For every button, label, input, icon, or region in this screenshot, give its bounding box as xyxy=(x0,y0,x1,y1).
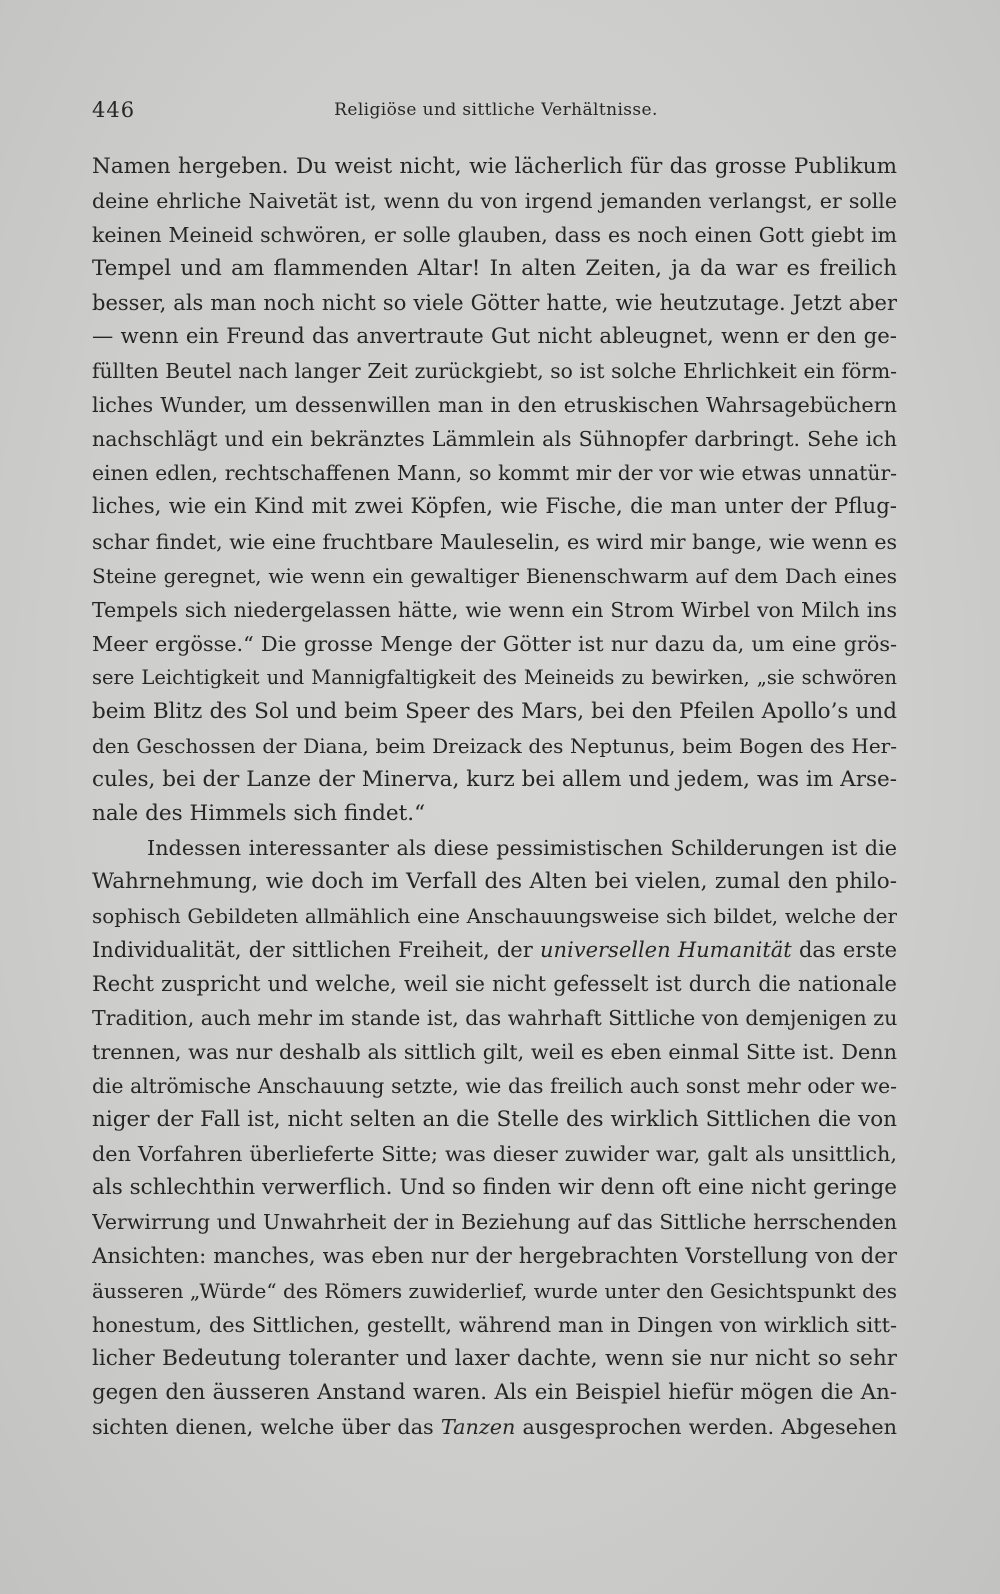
paragraph-start-line: Indessen interessanter als diese pessimistischen Schilderungen ist die xyxy=(147,835,897,860)
text-line: nale des Himmels sich findet.“ xyxy=(92,800,426,826)
emphasis-text: Tanzen xyxy=(440,1414,516,1439)
line-text: Individualität, der sittlichen Freiheit, der xyxy=(92,938,540,963)
text-line: Steine geregnet, wie wenn ein gewaltiger Bienenschwarm auf dem Dach eines xyxy=(92,563,897,588)
text-line: liches Wunder, um dessenwillen man in den etruskischen Wahrsagebüchern xyxy=(92,393,897,418)
page-header xyxy=(92,98,900,132)
body-text xyxy=(92,150,897,1444)
text-line: keinen Meineid schwören, er solle glauben, dass es noch einen Gott giebt im xyxy=(92,223,897,248)
text-line xyxy=(92,1410,897,1444)
text-line: Recht zuspricht und welche, weil sie nicht gefesselt ist durch die nationale xyxy=(92,972,897,997)
text-line: schar findet, wie eine fruchtbare Mauleselin, es wird mir bange, wie wenn es xyxy=(92,529,897,554)
text-line: licher Bedeutung toleranter und laxer dachte, wenn sie nur nicht so sehr xyxy=(92,1345,897,1371)
text-line: Ansichten: manches, was eben nur der hergebrachten Vorstellung von der xyxy=(92,1243,897,1269)
text-line: — wenn ein Freund das anvertraute Gut nicht ableugnet, wenn er den ge- xyxy=(92,324,897,350)
text-line: die altrömische Anschauung setzte, wie das freilich auch sonst mehr oder we- xyxy=(92,1074,897,1099)
text-line: Verwirrung und Unwahrheit der in Beziehung auf das Sittliche herrschenden xyxy=(92,1210,897,1235)
emphasis-text: universellen Humanität xyxy=(539,938,792,963)
text-line: äusseren „Würde“ des Römers zuwiderlief, wurde unter den Gesichtspunkt des xyxy=(92,1278,897,1303)
text-line: honestum, des Sittlichen, gestellt, während man in Dingen von wirklich sitt- xyxy=(92,1312,897,1337)
text-line: den Geschossen der Diana, beim Dreizack des Neptunus, beim Bogen des Her- xyxy=(92,733,897,758)
text-line: trennen, was nur deshalb als sittlich gilt, weil es eben einmal Sitte ist. Denn xyxy=(92,1040,897,1065)
text-line: Tradition, auch mehr im stande ist, das wahrhaft Sittliche von demjenigen zu xyxy=(92,1006,897,1031)
line-text: ausgesprochen werden. Abgesehen xyxy=(515,1414,897,1439)
text-line: besser, als man noch nicht so viele Götter hatte, wie heutzutage. Jetzt aber xyxy=(92,291,897,316)
text-line: cules, bei der Lanze der Minerva, kurz bei allem und jedem, was im Arse- xyxy=(92,766,897,792)
text-line: deine ehrliche Naivetät ist, wenn du von irgend jemanden verlangst, er solle xyxy=(92,189,897,214)
text-line: beim Blitz des Sol und beim Speer des Mars, bei den Pfeilen Apollo’s und xyxy=(92,698,897,724)
text-line: sophisch Gebildeten allmählich eine Anschauungsweise sich bildet, welche der xyxy=(92,904,897,929)
text-line: den Vorfahren überlieferte Sitte; was dieser zuwider war, galt als unsittlich, xyxy=(92,1142,897,1167)
text-line: als schlechthin verwerflich. Und so finden wir denn oft eine nicht geringe xyxy=(92,1175,897,1201)
text-line: Namen hergeben. Du weist nicht, wie lächerlich für das grosse Publikum xyxy=(92,154,897,179)
text-line xyxy=(92,933,897,967)
text-line: Wahrnehmung, wie doch im Verfall des Alten bei vielen, zumal den philo- xyxy=(92,868,897,894)
line-text: das erste xyxy=(791,938,897,963)
text-line: gegen den äusseren Anstand waren. Als ein Beispiel hiefür mögen die An- xyxy=(92,1379,897,1405)
text-line: Tempel und am flammenden Altar! In alten Zeiten, ja da war es freilich xyxy=(92,256,897,282)
text-line: sere Leichtigkeit und Mannigfaltigkeit des Meineids zu bewirken, „sie schwören xyxy=(92,665,897,689)
text-line: füllten Beutel nach langer Zeit zurückgiebt, so ist solche Ehrlichkeit ein förm- xyxy=(92,359,897,384)
page-number: 446 xyxy=(92,98,136,122)
text-line: einen edlen, rechtschaffenen Mann, so kommt mir der vor wie etwas unnatür- xyxy=(92,461,897,486)
line-text: sichten dienen, welche über das xyxy=(92,1414,441,1439)
running-title: Religiöse und sittliche Verhältnisse. xyxy=(334,100,658,120)
text-line: nachschlägt und ein bekränztes Lämmlein als Sühnopfer darbringt. Sehe ich xyxy=(92,427,897,452)
text-line: niger der Fall ist, nicht selten an die Stelle des wirklich Sittlichen die von xyxy=(92,1107,897,1133)
text-line: Meer ergösse.“ Die grosse Menge der Götter ist nur dazu da, um eine grös- xyxy=(92,631,897,656)
text-line: liches, wie ein Kind mit zwei Köpfen, wie Fische, die man unter der Pflug- xyxy=(92,494,897,520)
text-line: Tempels sich niedergelassen hätte, wie wenn ein Strom Wirbel von Milch ins xyxy=(92,597,897,622)
